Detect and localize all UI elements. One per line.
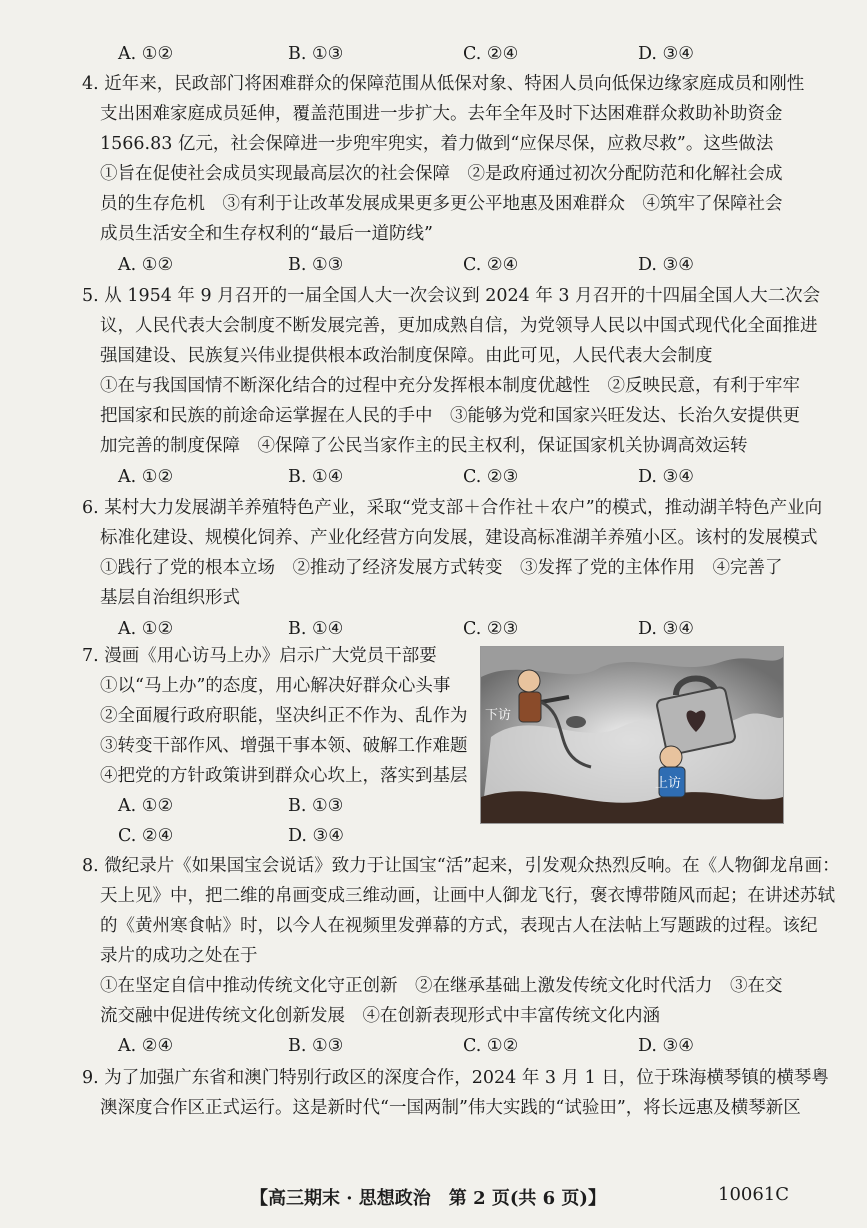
question-text-line: ①以“马上办”的态度，用心解决好群众心头事	[100, 676, 451, 696]
page-footer-code: 10061C	[718, 1184, 790, 1205]
question-text-line: 成员生活安全和生存权利的“最后一道防线”	[100, 224, 433, 244]
question-text-line: 加完善的制度保障 ④保障了公民当家作主的民主权利，保证国家机关协调高效运转	[100, 436, 748, 456]
question-text-line: ④把党的方针政策讲到群众心坎上，落实到基层	[100, 766, 468, 786]
question-text-line: 5. 从 1954 年 9 月召开的一届全国人大一次会议到 2024 年 3 月召开的十四届全国人大二次会	[82, 286, 821, 306]
question-text-line: 天上见》中，把二维的帛画变成三维动画，让画中人御龙飞行，褒衣博带随风而起；在讲述苏轼	[100, 886, 835, 906]
question-text-line: 流交融中促进传统文化创新发展 ④在创新表现形式中丰富传统文化内涵	[100, 1006, 660, 1026]
question-text-line: 9. 为了加强广东省和澳门特别行政区的深度合作，2024 年 3 月 1 日，位于珠海横琴镇的横琴粤	[82, 1068, 829, 1088]
question-text-line: ①在与我国国情不断深化结合的过程中充分发挥根本制度优越性 ②反映民意，有利于牢牢	[100, 376, 800, 396]
question-text-line: ③转变干部作风、增强干事本领、破解工作难题	[100, 736, 468, 756]
option-d: D. ③④	[288, 826, 344, 846]
option-a: A. ①②	[118, 255, 174, 275]
option-c: C. ②④	[463, 44, 519, 64]
option-c: C. ②③	[463, 467, 519, 487]
question-text-line: ②全面履行政府职能，坚决纠正不作为、乱作为	[100, 706, 468, 726]
question-text-line: 议，人民代表大会制度不断发展完善，更加成熟自信，为党领导人民以中国式现代化全面推进	[100, 316, 818, 336]
cartoon-label-left: 下访	[485, 708, 512, 723]
question-text-line: ①践行了党的根本立场 ②推动了经济发展方式转变 ③发挥了党的主体作用 ④完善了	[100, 558, 783, 578]
option-a: A. ①②	[118, 796, 174, 816]
page-footer-title: 【高三期末 · 思想政治 第 2 页(共 6 页)】	[250, 1188, 606, 1209]
cartoon-image	[480, 646, 784, 824]
question-text-line: 7. 漫画《用心访马上办》启示广大党员干部要	[82, 646, 437, 666]
question-text-line: 澳深度合作区正式运行。这是新时代“一国两制”伟大实践的“试验田”，将长远惠及横琴新区	[100, 1098, 801, 1118]
option-c: C. ②④	[463, 255, 519, 275]
option-b: B. ①③	[288, 1036, 344, 1056]
question-text-line: ①旨在促使社会成员实现最高层次的社会保障 ②是政府通过初次分配防范和化解社会成	[100, 164, 783, 184]
option-b: B. ①③	[288, 255, 344, 275]
option-c: C. ②③	[463, 619, 519, 639]
option-c: C. ②④	[118, 826, 174, 846]
option-c: C. ①②	[463, 1036, 519, 1056]
option-a: A. ①②	[118, 44, 174, 64]
cartoon-drawing	[481, 647, 783, 823]
question-text-line: ①在坚定自信中推动传统文化守正创新 ②在继承基础上激发传统文化时代活力 ③在交	[100, 976, 783, 996]
question-text-line: 6. 某村大力发展湖羊养殖特色产业，采取“党支部＋合作社＋农户”的模式，推动湖羊特色产业向	[82, 498, 823, 518]
question-text-line: 员的生存危机 ③有利于让改革发展成果更多更公平地惠及困难群众 ④筑牢了保障社会	[100, 194, 783, 214]
option-d: D. ③④	[638, 1036, 694, 1056]
option-b: B. ①④	[288, 467, 344, 487]
question-text-line: 强国建设、民族复兴伟业提供根本政治制度保障。由此可见，人民代表大会制度	[100, 346, 713, 366]
question-text-line: 录片的成功之处在于	[100, 946, 258, 966]
option-b: B. ①④	[288, 619, 344, 639]
option-d: D. ③④	[638, 255, 694, 275]
option-d: D. ③④	[638, 619, 694, 639]
option-a: A. ②④	[118, 1036, 174, 1056]
option-d: D. ③④	[638, 467, 694, 487]
question-text-line: 1566.83 亿元，社会保障进一步兜牢兜实，着力做到“应保尽保，应救尽救”。这些做法	[100, 134, 774, 154]
option-b: B. ①③	[288, 796, 344, 816]
question-text-line: 把国家和民族的前途命运掌握在人民的手中 ③能够为党和国家兴旺发达、长治久安提供更	[100, 406, 800, 426]
question-text-line: 基层自治组织形式	[100, 588, 240, 608]
option-a: A. ①②	[118, 467, 174, 487]
question-text-line: 的《黄州寒食帖》时，以今人在视频里发弹幕的方式，表现古人在法帖上写题跋的过程。该纪	[100, 916, 818, 936]
question-text-line: 标准化建设、规模化饲养、产业化经营方向发展，建设高标准湖羊养殖小区。该村的发展模式	[100, 528, 818, 548]
cartoon-label-right: 上访	[655, 776, 682, 791]
option-a: A. ①②	[118, 619, 174, 639]
option-b: B. ①③	[288, 44, 344, 64]
question-text-line: 支出困难家庭成员延伸，覆盖范围进一步扩大。去年全年及时下达困难群众救助补助资金	[100, 104, 783, 124]
question-text-line: 4. 近年来，民政部门将困难群众的保障范围从低保对象、特困人员向低保边缘家庭成员和刚性	[82, 74, 805, 94]
question-text-line: 8. 微纪录片《如果国宝会说话》致力于让国宝“活”起来，引发观众热烈反响。在《人物御龙帛画：	[82, 856, 840, 876]
option-d: D. ③④	[638, 44, 694, 64]
